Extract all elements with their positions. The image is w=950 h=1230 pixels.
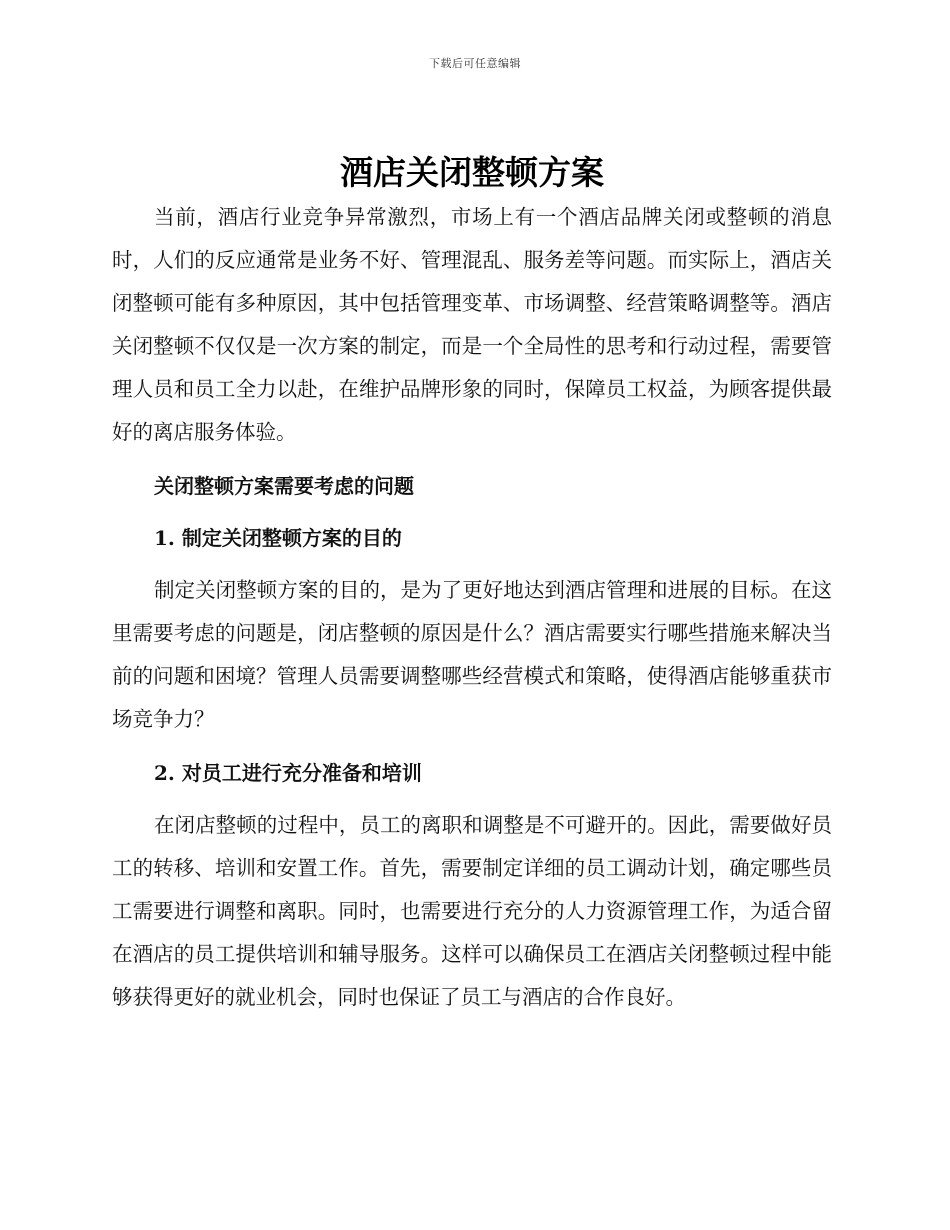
document-body <box>112 150 832 1019</box>
document-title: 酒店关闭整顿方案 <box>340 153 604 192</box>
section-1-heading: 1. 制定关闭整顿方案的目的 <box>154 526 402 550</box>
section-title: 关闭整顿方案需要考虑的问题 <box>154 474 414 498</box>
intro-paragraph: 当前，酒店行业竞争异常激烈，市场上有一个酒店品牌关闭或整顿的消息时，人们的反应通常是业务不好、管理混乱、服务差等问题。而实际上，酒店关闭整顿可能有多种原因，其中包括管理变革、市场调整、经营策略调整等。酒店关闭整顿不仅仅是一次方案的制定，而是一个全局性的思考和行动过程，需要管理人员和员工全力以赴，在维护品牌形象的同时，保障员工权益，为顾客提供最好的离店服务体验。 <box>112 205 832 444</box>
section-2-heading: 2. 对员工进行充分准备和培训 <box>154 761 422 785</box>
section-1-body: 制定关闭整顿方案的目的，是为了更好地达到酒店管理和进展的目标。在这里需要考虑的问题是，闭店整顿的原因是什么？酒店需要实行哪些措施来解决当前的问题和困境？管理人员需要调整哪些经营模式和策略，使得酒店能够重获市场竞争力？ <box>112 578 832 731</box>
header-note: 下载后可任意编辑 <box>429 57 521 70</box>
section-2-body: 在闭店整顿的过程中，员工的离职和调整是不可避开的。因此，需要做好员工的转移、培训和安置工作。首先，需要制定详细的员工调动计划，确定哪些员工需要进行调整和离职。同时，也需要进行充分的人力资源管理工作，为适合留在酒店的员工提供培训和辅导服务。这样可以确保员工在酒店关闭整顿过程中能够获得更好的就业机会，同时也保证了员工与酒店的合作良好。 <box>112 813 832 1009</box>
